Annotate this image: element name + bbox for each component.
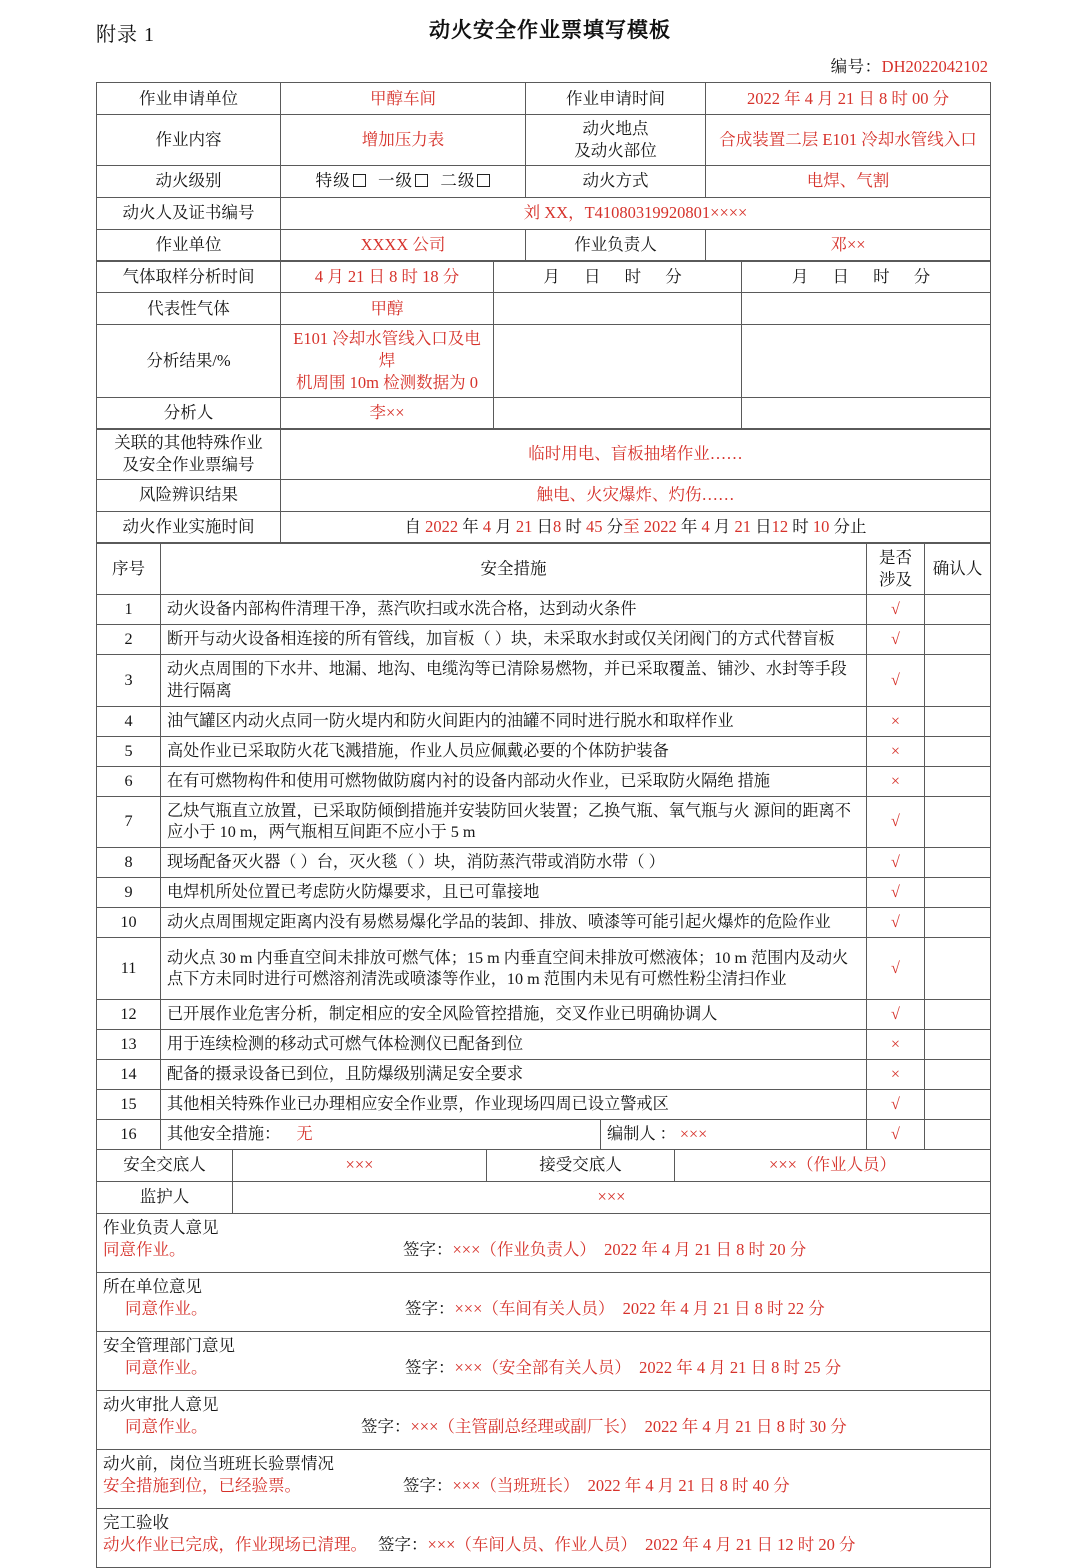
table-row	[97, 1030, 991, 1060]
opinion-signature-block	[405, 1298, 825, 1320]
measure-text: 电焊机所处位置已考虑防火防爆要求，且已可靠接地	[161, 877, 867, 907]
table-row	[97, 293, 991, 325]
row16-preparer-value[interactable]: ×××	[679, 1125, 708, 1144]
opinion-text[interactable]: 同意作业。	[125, 1298, 208, 1318]
hotwork-period-label: 动火作业实施时间	[97, 511, 281, 543]
measure-involved-mark[interactable]: √	[867, 625, 925, 655]
measure-confirmer[interactable]	[925, 595, 991, 625]
period-hour-end: 12	[771, 517, 789, 537]
briefer-label: 安全交底人	[97, 1149, 233, 1181]
hotwork-place-label-line1: 动火地点	[582, 119, 649, 138]
table-row	[97, 796, 991, 847]
table-row	[97, 1390, 991, 1449]
measure-involved-mark[interactable]: ×	[867, 706, 925, 736]
opinion-signature-block	[403, 1475, 790, 1497]
measure-no: 1	[97, 595, 161, 625]
measure-no: 9	[97, 877, 161, 907]
period-minute-start: 45	[586, 517, 603, 537]
measure-no: 14	[97, 1060, 161, 1090]
period-to: 至	[623, 517, 640, 537]
measure-involved-mark[interactable]: √	[867, 1090, 925, 1120]
table-row	[97, 847, 991, 877]
analyst-value-2[interactable]	[494, 397, 742, 429]
receiver-label: 接受交底人	[487, 1149, 675, 1181]
measure-involved-mark[interactable]: √	[867, 796, 925, 847]
opinion-title: 完工验收	[103, 1512, 169, 1532]
period-year-start: 2022	[425, 517, 459, 537]
col-header-measure: 安全措施	[161, 543, 867, 595]
measure-confirmer[interactable]	[925, 706, 991, 736]
measure-confirmer[interactable]	[925, 938, 991, 1000]
table-row	[97, 1181, 991, 1213]
work-charge-value[interactable]: 邓××	[706, 229, 991, 261]
table-row	[97, 655, 991, 706]
work-unit-value[interactable]: XXXX 公司	[281, 229, 526, 261]
briefer-value[interactable]: ×××	[233, 1149, 487, 1181]
signature-label: 签字：	[405, 1298, 455, 1318]
table-row	[97, 1060, 991, 1090]
measure-text: 动火点周围的下水井、地漏、地沟、电缆沟等已清除易燃物，并已采取覆盖、铺沙、水封等手段进行隔离	[161, 655, 867, 706]
operator-cert-label: 动火人及证书编号	[97, 197, 281, 229]
measure-text: 油气罐区内动火点同一防火堤内和防火间距内的油罐不同时进行脱水和取样作业	[161, 706, 867, 736]
measure-text: 已开展作业危害分析，制定相应的安全风险管控措施，交叉作业已明确协调人	[161, 1000, 867, 1030]
related-permits-label-line2: 及安全作业票编号	[122, 455, 255, 474]
representative-gas-value-3[interactable]	[742, 293, 991, 325]
risk-result-label: 风险辨识结果	[97, 479, 281, 511]
apply-unit-label: 作业申请单位	[97, 83, 281, 115]
signature-time[interactable]: 2022 年 4 月 21 日 8 时 20 分	[604, 1239, 807, 1259]
table-row	[97, 595, 991, 625]
measure-confirmer[interactable]	[925, 766, 991, 796]
signature-time[interactable]: 2022 年 4 月 21 日 8 时 40 分	[587, 1475, 790, 1495]
guardian-label: 监护人	[97, 1181, 233, 1213]
signature-value[interactable]: ×××（安全部有关人员）	[454, 1357, 631, 1377]
measure-text: 用于连续检测的移动式可燃气体检测仪已配备到位	[161, 1030, 867, 1060]
table-row	[97, 325, 991, 397]
related-permits-label-line1: 关联的其他特殊作业	[114, 433, 263, 453]
table-row	[97, 706, 991, 736]
gas-analysis-table	[96, 260, 991, 429]
opinion-cell	[97, 1272, 991, 1331]
signature-value[interactable]: ×××（车间有关人员）	[454, 1298, 615, 1318]
related-permits-value[interactable]: 临时用电、盲板抽堵作业……	[281, 429, 991, 480]
period-month-start: 4	[482, 517, 492, 537]
related-permits-label	[97, 429, 281, 480]
period-month-end: 4	[701, 517, 710, 537]
opinion-title: 动火前，岗位当班班长验票情况	[103, 1453, 334, 1473]
measure-no: 7	[97, 796, 161, 847]
measure-text: 高处作业已采取防火花飞溅措施，作业人员应佩戴必要的个体防护装备	[161, 736, 867, 766]
measure-confirmer[interactable]	[925, 1000, 991, 1030]
table-row	[97, 1449, 991, 1508]
table-row	[97, 197, 991, 229]
col-header-involved-line1: 是否	[879, 548, 912, 568]
measure-text: 在有可燃物构件和使用可燃物做防腐内衬的设备内部动火作业，已采取防火隔绝 措施	[161, 766, 867, 796]
row16-value[interactable]: 无	[296, 1125, 313, 1144]
row16-mark[interactable]: √	[867, 1120, 925, 1150]
period-day-end: 21	[734, 517, 751, 537]
measure-text: 现场配备灭火器（ ）台，灭火毯（ ）块，消防蒸汽带或消防水带（ ）	[161, 847, 867, 877]
table-row	[97, 1149, 991, 1181]
col-header-involved	[867, 543, 925, 595]
row16-confirm[interactable]	[925, 1120, 991, 1150]
table-row	[97, 1213, 991, 1272]
apply-time-label: 作业申请时间	[526, 83, 706, 115]
analysis-result-value-1[interactable]	[281, 325, 494, 397]
hotwork-place-label	[526, 115, 706, 166]
table-row	[97, 938, 991, 1000]
table-row	[97, 1120, 991, 1150]
opinion-cell	[97, 1508, 991, 1567]
row16-other-measures	[161, 1120, 601, 1150]
period-unit-day-1: 日	[536, 517, 553, 537]
row16-no: 16	[97, 1120, 161, 1150]
sample-time-value-2[interactable]: 月 日 时 分	[494, 261, 742, 293]
opinion-title: 所在单位意见	[103, 1276, 202, 1296]
measure-involved-mark[interactable]: √	[867, 938, 925, 1000]
table-row	[97, 165, 991, 197]
opinion-text[interactable]: 同意作业。	[103, 1239, 186, 1259]
representative-gas-label: 代表性气体	[97, 293, 281, 325]
measure-involved-mark[interactable]: √	[867, 1000, 925, 1030]
analysis-result-line2: 机周围 10m 检测数据为 0	[296, 372, 478, 392]
table-row	[97, 1272, 991, 1331]
appendix-label: 附录 1	[96, 24, 155, 46]
opinion-text[interactable]: 同意作业。	[125, 1357, 208, 1377]
opinion-text[interactable]: 动火作业已完成，作业现场已清理。	[103, 1534, 367, 1554]
measure-involved-mark[interactable]: √	[867, 595, 925, 625]
checkbox-level-first[interactable]	[415, 174, 428, 187]
measures-header-row	[97, 543, 991, 595]
period-day-start: 21	[515, 517, 533, 537]
analyst-value-3[interactable]	[742, 397, 991, 429]
document-header	[96, 14, 990, 50]
opinion-title: 作业负责人意见	[103, 1217, 219, 1237]
measure-no: 5	[97, 736, 161, 766]
table-row	[97, 736, 991, 766]
table-row	[97, 261, 991, 293]
opinion-signature-block	[405, 1357, 841, 1379]
table-row	[97, 1331, 991, 1390]
signature-label: 签字：	[361, 1416, 411, 1436]
receiver-value[interactable]: ×××（作业人员）	[675, 1149, 991, 1181]
row16-label: 其他安全措施：	[167, 1125, 281, 1144]
checkbox-level-special[interactable]	[353, 174, 366, 187]
measure-no: 15	[97, 1090, 161, 1120]
table-row	[97, 397, 991, 429]
hotwork-place-label-line2: 及动火部位	[574, 140, 657, 160]
opinions-table	[96, 1213, 991, 1568]
safety-measures-table	[96, 542, 991, 1120]
measure-text: 配备的摄录设备已到位，且防爆级别满足安全要求	[161, 1060, 867, 1090]
col-header-confirm: 确认人	[925, 543, 991, 595]
period-unit-year-1: 年	[462, 517, 479, 537]
period-unit-year-2: 年	[680, 517, 698, 537]
period-year-end: 2022	[643, 517, 677, 537]
representative-gas-value-1[interactable]: 甲醇	[281, 293, 494, 325]
measure-text: 动火点 30 m 内垂直空间未排放可燃气体；15 m 内垂直空间未排放可燃液体；10 m 范围内及动火点下方未同时进行可燃溶剂清洗或喷漆等作业，10 m 范围内未见有可燃性粉尘清扫作业	[161, 938, 867, 1000]
analysis-result-line1: E101 冷却水管线入口及电焊	[293, 329, 481, 370]
measure-involved-mark[interactable]: ×	[867, 1060, 925, 1090]
table-row	[97, 83, 991, 115]
hotwork-method-label: 动火方式	[526, 165, 706, 197]
signature-time[interactable]: 2022 年 4 月 21 日 8 时 30 分	[644, 1416, 847, 1436]
signature-time[interactable]: 2022 年 4 月 21 日 8 时 25 分	[639, 1357, 842, 1377]
col-header-involved-line2: 涉及	[879, 569, 912, 589]
period-unit-minute-1: 分	[606, 517, 624, 537]
briefing-table	[96, 1149, 991, 1214]
period-hour-start: 8	[553, 517, 562, 537]
other-measures-table	[96, 1119, 991, 1150]
opinion-signature-block	[361, 1416, 847, 1438]
work-charge-label: 作业负责人	[526, 229, 706, 261]
measure-confirmer[interactable]	[925, 1030, 991, 1060]
measure-confirmer[interactable]	[925, 847, 991, 877]
measure-no: 10	[97, 908, 161, 938]
page-title: 动火安全作业票填写模板	[429, 18, 671, 42]
measure-involved-mark[interactable]: √	[867, 877, 925, 907]
work-unit-label: 作业单位	[97, 229, 281, 261]
measure-confirmer[interactable]	[925, 655, 991, 706]
period-unit-hour-2: 时	[792, 517, 809, 537]
related-risk-table	[96, 428, 991, 544]
opinion-text[interactable]: 安全措施到位，已经验票。	[103, 1475, 301, 1495]
period-unit-day-2: 日	[755, 517, 772, 537]
opinion-cell	[97, 1331, 991, 1390]
measure-text: 动火设备内部构件清理干净，蒸汽吹扫或水洗合格，达到动火条件	[161, 595, 867, 625]
measure-involved-mark[interactable]: √	[867, 655, 925, 706]
measure-confirmer[interactable]	[925, 877, 991, 907]
hotwork-period-value[interactable]	[281, 511, 991, 543]
measure-no: 11	[97, 938, 161, 1000]
opinion-title: 动火审批人意见	[103, 1394, 219, 1414]
hotwork-place-value[interactable]: 合成装置二层 E101 冷却水管线入口	[706, 115, 991, 166]
opinion-cell	[97, 1449, 991, 1508]
measure-no: 2	[97, 625, 161, 655]
table-row	[97, 115, 991, 166]
table-row	[97, 766, 991, 796]
col-header-no: 序号	[97, 543, 161, 595]
signature-label: 签字：	[403, 1239, 453, 1259]
signature-label: 签字：	[378, 1534, 428, 1554]
measure-involved-mark[interactable]: ×	[867, 736, 925, 766]
signature-value[interactable]: ×××（当班班长）	[452, 1475, 580, 1495]
sample-time-label: 气体取样分析时间	[97, 261, 281, 293]
measure-text: 其他相关特殊作业已办理相应安全作业票，作业现场四周已设立警戒区	[161, 1090, 867, 1120]
signature-time[interactable]: 2022 年 4 月 21 日 8 时 22 分	[622, 1298, 825, 1318]
signature-value[interactable]: ×××（车间人员、作业人员）	[427, 1534, 637, 1554]
period-unit-month-2: 月	[713, 517, 731, 537]
hotwork-level-label: 动火级别	[97, 165, 281, 197]
risk-result-value[interactable]: 触电、火灾爆炸、灼伤……	[281, 479, 991, 511]
analysis-result-value-2[interactable]	[494, 325, 742, 397]
table-row	[97, 625, 991, 655]
guardian-value[interactable]: ×××	[233, 1181, 991, 1213]
measure-involved-mark[interactable]: √	[867, 847, 925, 877]
measure-confirmer[interactable]	[925, 625, 991, 655]
serial-number-line	[96, 50, 990, 82]
work-content-value[interactable]: 增加压力表	[281, 115, 526, 166]
measure-involved-mark[interactable]: ×	[867, 766, 925, 796]
measure-text: 断开与动火设备相连接的所有管线，加盲板（ ）块，未采取水封或仅关闭阀门的方式代替盲板	[161, 625, 867, 655]
hotwork-level-options	[281, 165, 526, 197]
analyst-label: 分析人	[97, 397, 281, 429]
signature-label: 签字：	[403, 1475, 453, 1495]
analysis-result-value-3[interactable]	[742, 325, 991, 397]
checkbox-level-second[interactable]	[477, 174, 490, 187]
analyst-value-1[interactable]: 李××	[281, 397, 494, 429]
level-special-label: 特级	[315, 171, 351, 191]
representative-gas-value-2[interactable]	[494, 293, 742, 325]
measure-confirmer[interactable]	[925, 796, 991, 847]
table-row	[97, 1508, 991, 1567]
table-row	[97, 429, 991, 480]
measure-no: 3	[97, 655, 161, 706]
operator-cert-value[interactable]: 刘 XX，T41080319920801××××	[281, 197, 991, 229]
hotwork-method-value[interactable]: 电焊、气割	[706, 165, 991, 197]
sample-time-value-3[interactable]: 月 日 时 分	[742, 261, 991, 293]
table-row	[97, 1090, 991, 1120]
measure-no: 8	[97, 847, 161, 877]
opinion-text[interactable]: 同意作业。	[125, 1416, 208, 1436]
opinion-signature-block	[403, 1239, 806, 1261]
serial-label: 编号：	[830, 57, 882, 76]
table-row	[97, 1000, 991, 1030]
level-second-label: 二级	[440, 171, 476, 191]
measure-confirmer[interactable]	[925, 1090, 991, 1120]
row16-preparer-label: 编制人 ：	[607, 1125, 676, 1144]
period-unit-hour-1: 时	[565, 517, 582, 537]
basic-info-table	[96, 82, 991, 262]
opinion-title: 安全管理部门意见	[103, 1335, 235, 1355]
serial-value: DH2022042102	[881, 57, 988, 76]
table-row	[97, 908, 991, 938]
table-row	[97, 877, 991, 907]
signature-value[interactable]: ×××（作业负责人）	[452, 1239, 596, 1259]
period-unit-minute-2: 分	[833, 517, 850, 537]
table-row	[97, 229, 991, 261]
table-row	[97, 479, 991, 511]
measure-no: 12	[97, 1000, 161, 1030]
period-minute-end: 10	[812, 517, 830, 537]
apply-unit-value[interactable]: 甲醇车间	[281, 83, 526, 115]
signature-value[interactable]: ×××（主管副总经理或副厂长）	[410, 1416, 637, 1436]
analysis-result-label: 分析结果/%	[97, 325, 281, 397]
measure-involved-mark[interactable]: ×	[867, 1030, 925, 1060]
signature-label: 签字：	[405, 1357, 455, 1377]
measure-text: 乙炔气瓶直立放置，已采取防倾倒措施并安装防回火装置；乙换气瓶、氧气瓶与火 源间的距离不应小于 10 m，两气瓶相互间距不应小于 5 m	[161, 796, 867, 847]
measure-involved-mark[interactable]: √	[867, 908, 925, 938]
level-first-label: 一级	[378, 171, 413, 191]
sample-time-value-1[interactable]: 4 月 21 日 8 时 18 分	[281, 261, 494, 293]
period-prefix: 自	[404, 517, 421, 537]
measure-no: 4	[97, 706, 161, 736]
table-row	[97, 511, 991, 543]
opinion-cell	[97, 1213, 991, 1272]
opinion-cell	[97, 1390, 991, 1449]
measure-no: 6	[97, 766, 161, 796]
period-suffix: 止	[850, 517, 867, 537]
apply-time-value[interactable]: 2022 年 4 月 21 日 8 时 00 分	[706, 83, 991, 115]
measure-confirmer[interactable]	[925, 908, 991, 938]
opinion-signature-block	[378, 1534, 856, 1556]
period-unit-month-1: 月	[495, 517, 512, 537]
measure-text: 动火点周围规定距离内没有易燃易爆化学品的装卸、排放、喷漆等可能引起火爆炸的危险作业	[161, 908, 867, 938]
work-content-label: 作业内容	[97, 115, 281, 166]
measure-confirmer[interactable]	[925, 736, 991, 766]
signature-time[interactable]: 2022 年 4 月 21 日 12 时 20 分	[645, 1534, 856, 1554]
measure-confirmer[interactable]	[925, 1060, 991, 1090]
row16-preparer	[601, 1120, 867, 1150]
measure-no: 13	[97, 1030, 161, 1060]
